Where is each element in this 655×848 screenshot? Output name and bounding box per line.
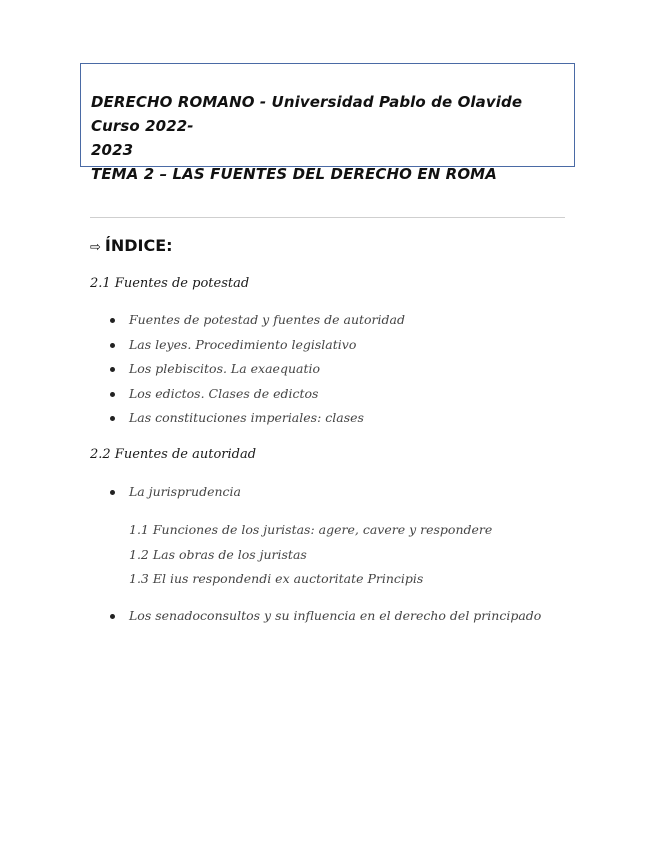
list-item: La jurisprudencia xyxy=(110,480,241,505)
list-item: Los plebiscitos. La exaequatio xyxy=(110,357,405,382)
bullet-icon xyxy=(110,614,115,619)
sub-list-item: 1.1 Funciones de los juristas: agere, cavere y respondere xyxy=(129,522,493,537)
topic-title: TEMA 2 – LAS FUENTES DEL DERECHO EN ROMA xyxy=(91,165,497,183)
horizontal-divider xyxy=(90,217,565,218)
section-heading-potestad: 2.1 Fuentes de potestad xyxy=(90,276,250,291)
sub-list-item: 1.2 Las obras de los juristas xyxy=(129,546,307,562)
bullet-icon xyxy=(110,392,115,397)
sub-list-item: 1.3 El ius respondendi ex auctoritate Principis xyxy=(129,571,424,586)
autoridad-list xyxy=(110,480,241,505)
arrow-right-icon: ⇨ xyxy=(90,240,101,255)
index-heading xyxy=(90,236,173,255)
index-heading-label: ÍNDICE: xyxy=(104,236,173,255)
document-title-box xyxy=(80,63,575,183)
bullet-icon xyxy=(110,343,115,348)
bullet-icon xyxy=(110,367,115,372)
list-item: Las constituciones imperiales: clases xyxy=(110,406,405,431)
autoridad-list-continued xyxy=(110,604,541,629)
bullet-icon xyxy=(110,490,115,495)
bullet-icon xyxy=(110,416,115,421)
bullet-icon xyxy=(110,318,115,323)
section-heading-autoridad: 2.2 Fuentes de autoridad xyxy=(90,447,257,462)
potestad-list xyxy=(110,308,405,431)
list-item: Los senadoconsultos y su influencia en el derecho del principado xyxy=(110,604,541,629)
course-year: 2023 xyxy=(91,141,134,159)
list-item: Las leyes. Procedimiento legislativo xyxy=(110,333,405,358)
jurisprudencia-subitems xyxy=(129,518,492,592)
course-title: DERECHO ROMANO - Universidad Pablo de Olavide Curso 2022- xyxy=(91,93,523,135)
list-item: Los edictos. Clases de edictos xyxy=(110,382,405,407)
list-item: Fuentes de potestad y fuentes de autoridad xyxy=(110,308,405,333)
